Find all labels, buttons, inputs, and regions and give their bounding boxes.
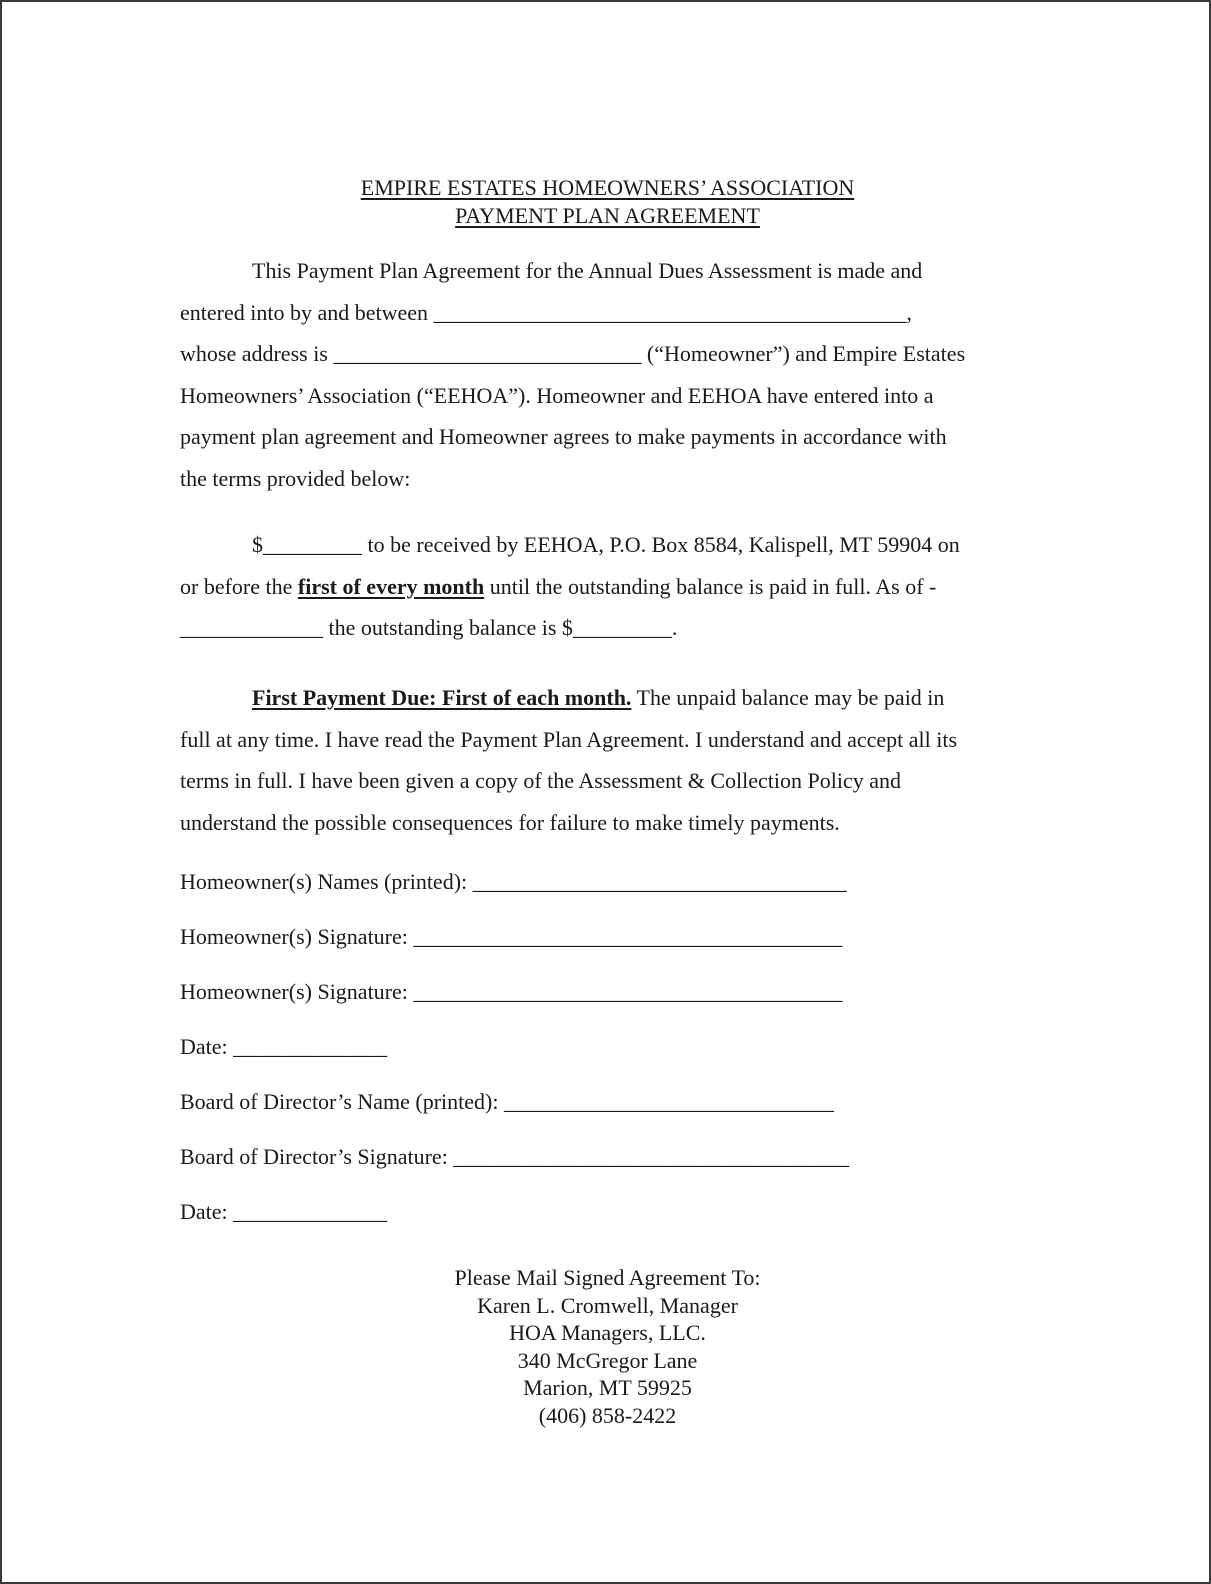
terms-line-2-post: until the outstanding balance is paid in full. As of -	[484, 573, 937, 599]
first-payment-paragraph	[180, 677, 1060, 843]
intro-line-6: the terms provided below:	[180, 465, 411, 491]
payment-terms-paragraph	[180, 524, 1060, 649]
terms-emphasis: first of every month	[297, 573, 485, 599]
agreement-intro-paragraph	[180, 250, 1060, 499]
homeowner-names-field[interactable]: Homeowner(s) Names (printed): __________________________________	[180, 869, 847, 894]
first-payment-line-4: understand the possible consequences for failure to make timely payments.	[180, 809, 840, 835]
mailing-address-block	[2, 1264, 1211, 1429]
intro-line-1: This Payment Plan Agreement for the Annual Dues Assessment is made and	[252, 258, 923, 283]
intro-line-5: payment plan agreement and Homeowner agrees to make payments in accordance with	[180, 424, 947, 449]
mailing-phone: (406) 858-2422	[538, 1402, 677, 1428]
board-date-field[interactable]: Date: ______________	[180, 1199, 388, 1224]
mailing-city: Marion, MT 59925	[523, 1375, 692, 1400]
mailing-name: Karen L. Cromwell, Manager	[477, 1292, 738, 1318]
title-agreement: PAYMENT PLAN AGREEMENT	[455, 203, 760, 228]
intro-line-2: entered into by and between ___________________________________________,	[180, 299, 913, 325]
mailing-company: HOA Managers, LLC.	[509, 1320, 706, 1345]
mailing-street: 340 McGregor Lane	[517, 1347, 698, 1373]
title-association: EMPIRE ESTATES HOMEOWNERS’ ASSOCIATION	[360, 175, 855, 200]
first-payment-line-1: The unpaid balance may be paid in	[631, 685, 945, 710]
first-payment-line-3: terms in full. I have been given a copy of the Assessment & Collection Policy and	[180, 768, 901, 793]
homeowner-signature-field-2[interactable]: Homeowner(s) Signature: _______________________________________	[180, 979, 843, 1004]
first-payment-line-2: full at any time. I have read the Payment Plan Agreement. I understand and accept all its	[180, 726, 958, 752]
intro-line-4: Homeowners’ Association (“EEHOA”). Homeowner and EEHOA have entered into a	[180, 382, 934, 408]
terms-line-3: _____________ the outstanding balance is $_________.	[180, 615, 678, 640]
board-name-field[interactable]: Board of Director’s Name (printed): ______________________________	[180, 1089, 834, 1114]
homeowner-date-field[interactable]: Date: ______________	[180, 1034, 388, 1059]
terms-line-1: $_________ to be received by EEHOA, P.O. Box 8584, Kalispell, MT 59904 on	[252, 532, 960, 557]
terms-line-2-pre: or before the	[180, 573, 298, 599]
first-payment-heading: First Payment Due: First of each month.	[252, 685, 632, 710]
document-title	[2, 174, 1211, 230]
intro-line-3: whose address is ____________________________ (“Homeowner”) and Empire Estates	[180, 341, 966, 366]
homeowner-signature-field-1[interactable]: Homeowner(s) Signature: _______________________________________	[180, 924, 843, 949]
mailing-heading: Please Mail Signed Agreement To:	[454, 1265, 761, 1290]
board-signature-field[interactable]: Board of Director’s Signature: ____________________________________	[180, 1144, 850, 1169]
